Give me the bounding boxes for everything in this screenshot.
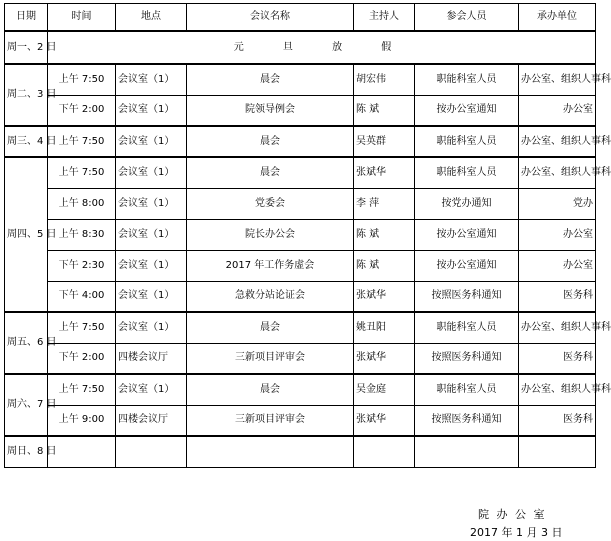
attendees-cell: 职能科室人员 — [415, 126, 519, 157]
header-row — [5, 4, 596, 32]
table-row — [5, 405, 596, 436]
attendees-cell: 按照医务科通知 — [415, 281, 519, 312]
attendees-cell — [415, 436, 519, 467]
table-row — [5, 312, 596, 343]
host-cell — [354, 436, 415, 467]
table-row — [5, 64, 596, 95]
attendees-cell: 职能科室人员 — [415, 312, 519, 343]
place-cell — [116, 436, 187, 467]
host-cell: 陈 斌 — [354, 250, 415, 281]
meeting-name-cell: 党委会 — [187, 188, 354, 219]
host-cell: 张斌华 — [354, 281, 415, 312]
place-cell: 会议室（1） — [116, 312, 187, 343]
meeting-name-cell: 晨会 — [187, 64, 354, 95]
organizer-cell: 办公室、组织人事科 — [519, 374, 596, 405]
header-organizer: 承办单位 — [519, 4, 596, 32]
table-row — [5, 219, 596, 250]
place-cell: 四楼会议厅 — [116, 405, 187, 436]
meeting-name-cell: 三新项目评审会 — [187, 343, 354, 374]
attendees-cell: 按办公室通知 — [415, 95, 519, 126]
place-cell: 会议室（1） — [116, 188, 187, 219]
host-cell: 陈 斌 — [354, 95, 415, 126]
table-row — [5, 157, 596, 188]
place-cell: 会议室（1） — [116, 95, 187, 126]
attendees-cell: 职能科室人员 — [415, 374, 519, 405]
header-host: 主持人 — [354, 4, 415, 32]
organizer-cell: 办公室、组织人事科 — [519, 64, 596, 95]
header-time: 时间 — [48, 4, 116, 32]
time-cell: 上午 7:50 — [48, 374, 116, 405]
organizer-cell: 办公室、组织人事科 — [519, 312, 596, 343]
attendees-cell: 按办公室通知 — [415, 219, 519, 250]
day-cell: 周日、8 日 — [5, 436, 48, 467]
day-cell: 周六、7 日 — [5, 374, 48, 436]
time-cell: 下午 4:00 — [48, 281, 116, 312]
host-cell: 陈 斌 — [354, 219, 415, 250]
host-cell: 张斌华 — [354, 157, 415, 188]
meeting-name-cell: 院长办公会 — [187, 219, 354, 250]
time-cell: 下午 2:30 — [48, 250, 116, 281]
meeting-name-cell: 晨会 — [187, 157, 354, 188]
place-cell: 会议室（1） — [116, 64, 187, 95]
day-cell: 周三、4 日 — [5, 126, 48, 157]
meeting-name-cell: 院领导例会 — [187, 95, 354, 126]
organizer-cell: 医务科 — [519, 405, 596, 436]
header-attendees: 参会人员 — [415, 4, 519, 32]
table-row — [5, 343, 596, 374]
table-row — [5, 250, 596, 281]
host-cell: 吴金庭 — [354, 374, 415, 405]
day-cell: 周一、2 日 — [5, 31, 48, 64]
place-cell: 会议室（1） — [116, 374, 187, 405]
meeting-name-cell: 急救分站论证会 — [187, 281, 354, 312]
meeting-name-cell — [187, 436, 354, 467]
attendees-cell: 职能科室人员 — [415, 157, 519, 188]
meeting-name-cell: 三新项目评审会 — [187, 405, 354, 436]
header-meeting-name: 会议名称 — [187, 4, 354, 32]
time-cell: 上午 7:50 — [48, 126, 116, 157]
organizer-cell — [519, 436, 596, 467]
table-row — [5, 126, 596, 157]
holiday-cell: 元 旦 放 假 — [48, 31, 596, 64]
table-row — [5, 95, 596, 126]
host-cell: 张斌华 — [354, 405, 415, 436]
place-cell: 会议室（1） — [116, 250, 187, 281]
meeting-name-cell: 晨会 — [187, 312, 354, 343]
attendees-cell: 按办公室通知 — [415, 250, 519, 281]
meeting-schedule-table — [4, 3, 611, 468]
attendees-cell: 按党办通知 — [415, 188, 519, 219]
attendees-cell: 按照医务科通知 — [415, 343, 519, 374]
meeting-name-cell: 晨会 — [187, 374, 354, 405]
day-cell: 周二、3 日 — [5, 64, 48, 126]
host-cell: 胡宏伟 — [354, 64, 415, 95]
footer-office: 院 办 公 室 — [478, 508, 547, 521]
table-row — [5, 281, 596, 312]
time-cell: 上午 8:00 — [48, 188, 116, 219]
header-date: 日期 — [5, 4, 48, 32]
place-cell: 四楼会议厅 — [116, 343, 187, 374]
time-cell: 上午 7:50 — [48, 157, 116, 188]
header-place: 地点 — [116, 4, 187, 32]
host-cell: 吴英群 — [354, 126, 415, 157]
time-cell: 上午 7:50 — [48, 64, 116, 95]
organizer-cell: 办公室、组织人事科 — [519, 126, 596, 157]
host-cell: 张斌华 — [354, 343, 415, 374]
day-cell: 周四、5 日 — [5, 157, 48, 312]
organizer-cell: 办公室 — [519, 219, 596, 250]
host-cell: 李 萍 — [354, 188, 415, 219]
table-row — [5, 436, 596, 467]
time-cell: 上午 7:50 — [48, 312, 116, 343]
table-row — [5, 31, 596, 64]
time-cell: 上午 8:30 — [48, 219, 116, 250]
organizer-cell: 医务科 — [519, 281, 596, 312]
footer-date: 2017 年 1 月 3 日 — [470, 526, 563, 539]
attendees-cell: 职能科室人员 — [415, 64, 519, 95]
organizer-cell: 党办 — [519, 188, 596, 219]
organizer-cell: 办公室 — [519, 95, 596, 126]
organizer-cell: 办公室 — [519, 250, 596, 281]
day-cell: 周五、6 日 — [5, 312, 48, 374]
meeting-name-cell: 晨会 — [187, 126, 354, 157]
time-cell: 上午 9:00 — [48, 405, 116, 436]
organizer-cell: 医务科 — [519, 343, 596, 374]
place-cell: 会议室（1） — [116, 281, 187, 312]
host-cell: 姚丑阳 — [354, 312, 415, 343]
schedule-body — [5, 31, 611, 467]
table-row — [5, 374, 596, 405]
place-cell: 会议室（1） — [116, 126, 187, 157]
meeting-name-cell: 2017 年工作务虚会 — [187, 250, 354, 281]
place-cell: 会议室（1） — [116, 219, 187, 250]
attendees-cell: 按照医务科通知 — [415, 405, 519, 436]
organizer-cell: 办公室、组织人事科 — [519, 157, 596, 188]
table-row — [5, 188, 596, 219]
place-cell: 会议室（1） — [116, 157, 187, 188]
time-cell — [48, 436, 116, 467]
time-cell: 下午 2:00 — [48, 343, 116, 374]
time-cell: 下午 2:00 — [48, 95, 116, 126]
